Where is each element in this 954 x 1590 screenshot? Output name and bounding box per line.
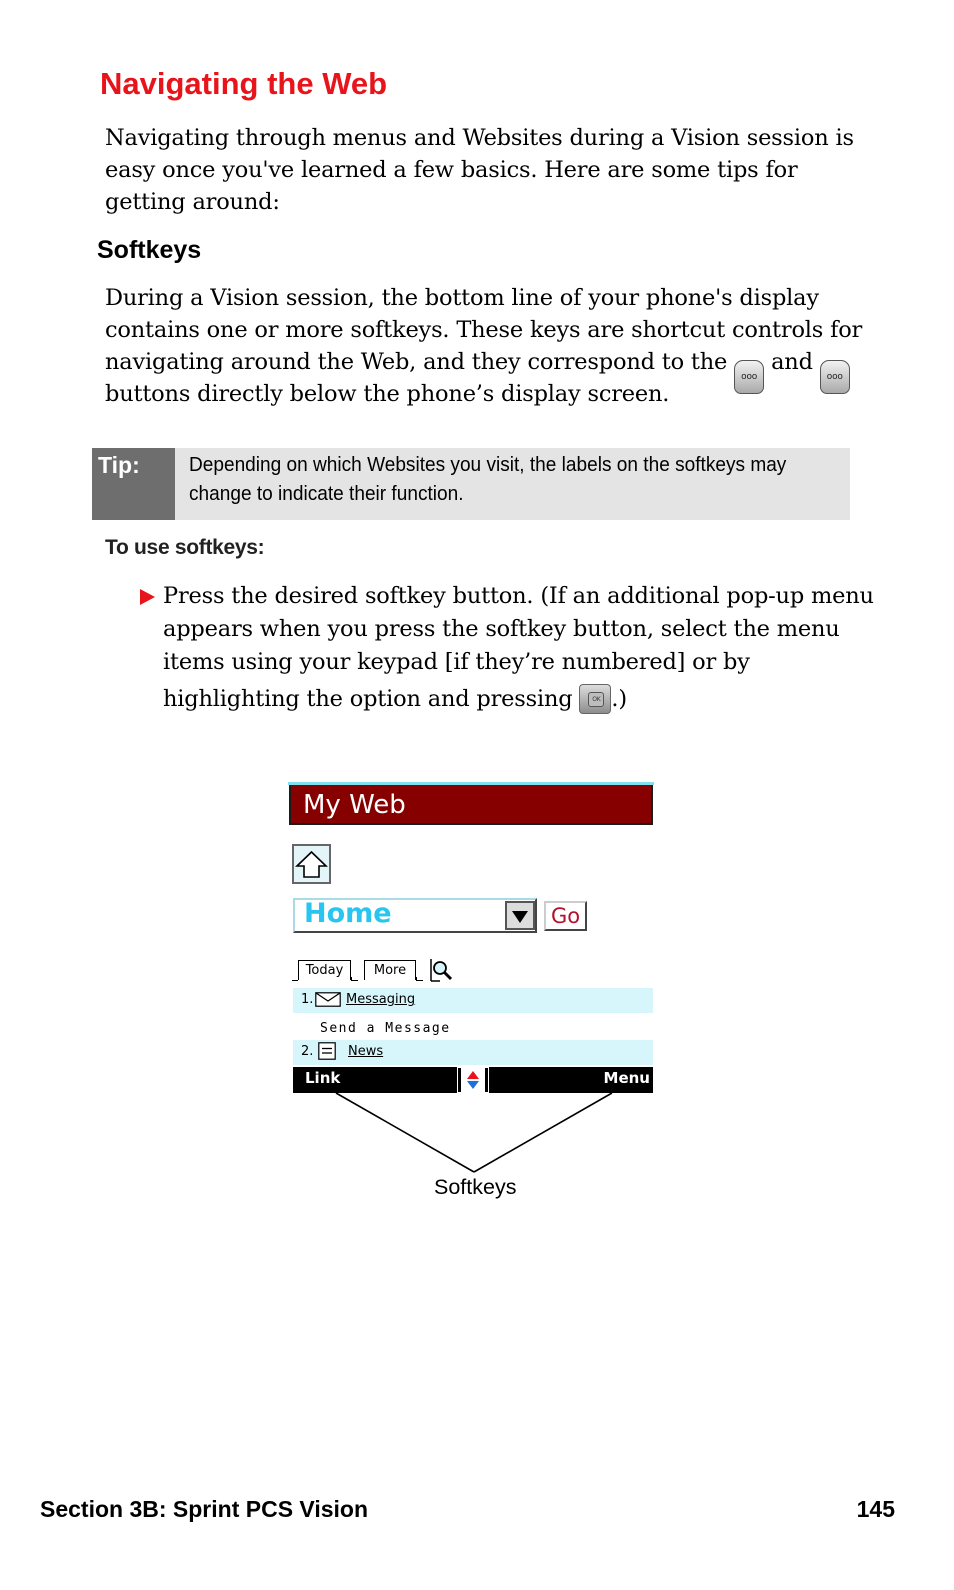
home-icon[interactable] [292,844,331,884]
dropdown-value: Home [304,898,392,929]
messaging-link[interactable]: Messaging [346,992,416,1007]
softkeys-heading: Softkeys [97,236,202,264]
step-text-part: .) [611,686,627,712]
tip-text [189,450,803,508]
tip-line: Depending on which Websites you visit, the labels on the softkeys may [189,453,787,476]
home-dropdown[interactable] [293,898,537,933]
callout-lines [288,1082,656,1182]
page-title: Navigating the Web [100,66,388,101]
softkey-link[interactable]: Link [305,1069,341,1087]
intro-line: easy once you've learned a few basics. Here are some tips for [105,157,798,183]
row-number: 1. [301,992,314,1007]
right-softkey-button-icon: ooo [820,360,850,394]
screen-title-bar [289,785,653,825]
ok-label: OK [588,692,604,707]
search-icon[interactable] [428,958,454,982]
tab-more[interactable]: More [364,960,416,980]
step-line: appears when you press the softkey button, select the menu [163,616,840,642]
softkeys-paragraph [105,282,875,410]
softkey-menu[interactable]: Menu [603,1069,650,1087]
phone-screen-figure [288,782,656,1202]
tip-label-cell [92,448,175,520]
home-icon-glyph [294,846,329,882]
step-line: items using your keypad [if they’re numbered] or by [163,649,750,675]
para-line [105,346,875,382]
ok-menu-button-icon [579,684,611,714]
step-text [163,580,883,719]
step-text-part: highlighting the option and pressing [163,686,573,712]
callout-label: Softkeys [434,1175,517,1199]
para-text: and [771,349,813,375]
screen-title: My Web [303,790,406,820]
dropdown-arrow-icon[interactable] [505,901,535,930]
para-line: During a Vision session, the bottom line of your phone's display [105,285,819,311]
row-number: 2. [301,1044,314,1059]
news-link[interactable]: News [348,1044,384,1059]
tab-tail [351,977,358,981]
tip-box [92,448,850,520]
para-line: contains one or more softkeys. These keys are shortcut controls for [105,317,863,343]
tip-line: change to indicate their function. [189,482,464,505]
intro-line: getting around: [105,189,280,215]
sub-item-text: Send a Message [320,1021,451,1036]
footer-section: Section 3B: Sprint PCS Vision [40,1496,369,1522]
list-item[interactable] [293,988,653,1013]
tab-tail [416,977,423,981]
intro-line: Navigating through menus and Websites during a Vision session is [105,125,854,151]
left-softkey-button-icon: ooo [734,360,764,394]
tip-label: Tip: [98,452,140,478]
go-button[interactable]: Go [544,901,587,931]
para-text: navigating around the Web, and they correspond to the [105,349,728,375]
envelope-icon [315,992,341,1007]
intro-paragraph [105,122,865,218]
tab-tail [292,977,298,981]
step-line: Press the desired softkey button. (If an additional pop-up menu [163,583,874,609]
page-number: 145 [856,1496,895,1522]
para-line: buttons directly below the phone’s display screen. [105,381,670,407]
tab-today[interactable]: Today [298,960,351,980]
bullet-arrow-icon [140,589,155,605]
news-icon [318,1042,336,1060]
step-line [163,679,883,719]
list-item[interactable] [293,1040,653,1065]
procedure-heading: To use softkeys: [105,536,265,559]
